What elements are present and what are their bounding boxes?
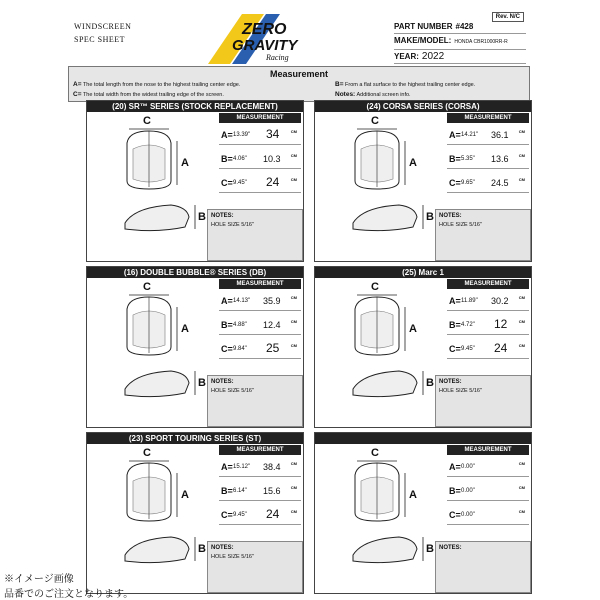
dimension-c-label: C bbox=[371, 447, 379, 459]
measurement-row bbox=[219, 125, 301, 145]
cm-value: 15.6 bbox=[263, 486, 281, 496]
cm-unit: CM bbox=[518, 509, 525, 514]
cm-unit: CM bbox=[290, 461, 297, 466]
dimension-b-label: B bbox=[198, 543, 206, 555]
dimension-letter: B= bbox=[449, 486, 461, 496]
cm-unit: CM bbox=[290, 295, 297, 300]
series-panel bbox=[314, 100, 532, 262]
measurement-row bbox=[219, 173, 301, 193]
measurement-header: MEASUREMENT bbox=[447, 445, 529, 455]
dimension-a-label: A bbox=[409, 489, 417, 501]
notes-box bbox=[207, 375, 303, 427]
series-panel bbox=[86, 266, 304, 428]
notes-text: HOLE SIZE 5/16" bbox=[211, 388, 254, 394]
inch-value: 9.45" bbox=[461, 346, 475, 352]
make-model-value: HONDA CBR1000RR-R bbox=[454, 39, 508, 45]
logo-text-sub: Racing bbox=[266, 53, 289, 62]
measurement-header: MEASUREMENT bbox=[447, 279, 529, 289]
dimension-c-label: C bbox=[143, 447, 151, 459]
dimension-c-label: C bbox=[371, 115, 379, 127]
series-title: (20) SR™ SERIES (STOCK REPLACEMENT) bbox=[87, 101, 303, 112]
cm-unit: CM bbox=[290, 129, 297, 134]
cm-unit: CM bbox=[290, 177, 297, 182]
cm-unit: CM bbox=[290, 343, 297, 348]
footer-note-1: ※イメージ画像 bbox=[4, 574, 74, 585]
series-panel bbox=[314, 432, 532, 594]
inch-value: 9.45" bbox=[233, 180, 247, 186]
dimension-letter: B= bbox=[221, 320, 233, 330]
cm-unit: CM bbox=[518, 461, 525, 466]
legend-b: B= From a flat surface to the highest trailing center edge. bbox=[335, 81, 476, 88]
notes-label: NOTES: bbox=[211, 213, 234, 219]
legend-notes: Notes: Additional screen info. bbox=[335, 91, 411, 98]
spec-sheet bbox=[68, 8, 530, 570]
dimension-a-label: A bbox=[409, 323, 417, 335]
notes-box bbox=[435, 209, 531, 261]
series-panel bbox=[86, 432, 304, 594]
notes-label: NOTES: bbox=[439, 213, 462, 219]
dimension-c-label: C bbox=[143, 281, 151, 293]
year-value: 2022 bbox=[421, 51, 445, 62]
dimension-b-label: B bbox=[198, 211, 206, 223]
dimension-letter: A= bbox=[221, 130, 233, 140]
notes-text: HOLE SIZE 5/16" bbox=[439, 388, 482, 394]
dimension-c-label: C bbox=[371, 281, 379, 293]
series-title: (16) DOUBLE BUBBLE® SERIES (DB) bbox=[87, 267, 303, 278]
year-label: YEAR: bbox=[394, 52, 419, 61]
footer-note-2: 品番でのご注文となります。 bbox=[4, 589, 134, 600]
dimension-letter: B= bbox=[449, 154, 461, 164]
cm-unit: CM bbox=[518, 343, 525, 348]
measurement-header: MEASUREMENT bbox=[219, 445, 301, 455]
cm-unit: CM bbox=[290, 319, 297, 324]
cm-unit: CM bbox=[518, 295, 525, 300]
dimension-letter: A= bbox=[449, 130, 461, 140]
series-panel bbox=[314, 266, 532, 428]
inch-value: 4.72" bbox=[461, 322, 475, 328]
measurement-title: Measurement bbox=[269, 69, 329, 79]
notes-text: HOLE SIZE 5/16" bbox=[439, 222, 482, 228]
zero-gravity-logo bbox=[202, 12, 320, 66]
dimension-b-label: B bbox=[426, 211, 434, 223]
inch-value: 5.35" bbox=[461, 156, 475, 162]
cm-value: 34 bbox=[266, 127, 280, 141]
cm-value: 24 bbox=[494, 341, 508, 355]
dimension-letter: B= bbox=[221, 486, 233, 496]
measurement-row bbox=[219, 505, 301, 525]
measurement-header: MEASUREMENT bbox=[219, 279, 301, 289]
cm-unit: CM bbox=[518, 319, 525, 324]
notes-label: NOTES: bbox=[211, 379, 234, 385]
measurement-row bbox=[447, 481, 529, 501]
dimension-a-label: A bbox=[181, 489, 189, 501]
cm-value: 24.5 bbox=[491, 178, 509, 188]
dimension-letter: C= bbox=[221, 344, 233, 354]
logo-text-top: ZERO bbox=[242, 21, 287, 38]
measurement-row bbox=[447, 339, 529, 359]
notes-text: HOLE SIZE 5/16" bbox=[211, 222, 254, 228]
dimension-letter: C= bbox=[449, 344, 461, 354]
sheet-title bbox=[74, 20, 131, 46]
dimension-letter: A= bbox=[449, 462, 461, 472]
cm-value: 25 bbox=[266, 341, 280, 355]
dimension-a-label: A bbox=[181, 157, 189, 169]
part-number-label: PART NUMBER bbox=[394, 22, 453, 31]
notes-box bbox=[435, 541, 531, 593]
part-number-value: #428 bbox=[455, 22, 474, 31]
dimension-b-label: B bbox=[426, 377, 434, 389]
cm-value: 13.6 bbox=[491, 154, 509, 164]
cm-value: 36.1 bbox=[491, 130, 509, 140]
series-title: (23) SPORT TOURING SERIES (ST) bbox=[87, 433, 303, 444]
inch-value: 4.06" bbox=[233, 156, 247, 162]
measurement-row bbox=[219, 481, 301, 501]
revision-badge: Rev. N/C bbox=[492, 12, 524, 22]
series-title: (24) CORSA SERIES (CORSA) bbox=[315, 101, 531, 112]
dimension-letter: B= bbox=[449, 320, 461, 330]
measurement-row bbox=[447, 505, 529, 525]
legend-a: A= The total length from the nose to the highest trailing center edge. bbox=[73, 81, 241, 88]
dimension-letter: B= bbox=[221, 154, 233, 164]
measurement-row bbox=[447, 125, 529, 145]
cm-value: 12 bbox=[494, 317, 508, 331]
title-line-1: WINDSCREEN bbox=[74, 22, 132, 31]
dimension-a-label: A bbox=[409, 157, 417, 169]
inch-value: 4.88" bbox=[233, 322, 247, 328]
title-line-2: SPEC SHEET bbox=[74, 35, 126, 44]
measurement-row bbox=[447, 173, 529, 193]
measurement-row bbox=[447, 457, 529, 477]
notes-box bbox=[207, 209, 303, 261]
year-row bbox=[394, 50, 526, 64]
part-info bbox=[394, 20, 526, 64]
measurement-row bbox=[447, 291, 529, 311]
measurement-row bbox=[219, 315, 301, 335]
make-model-row bbox=[394, 34, 526, 50]
dimension-a-label: A bbox=[181, 323, 189, 335]
part-number-row bbox=[394, 20, 526, 34]
cm-value: 35.9 bbox=[263, 296, 281, 306]
series-title: (25) Marc 1 bbox=[315, 267, 531, 278]
measurement-row bbox=[219, 291, 301, 311]
dimension-letter: A= bbox=[221, 462, 233, 472]
inch-value: 14.13" bbox=[233, 298, 251, 304]
notes-label: NOTES: bbox=[211, 545, 234, 551]
inch-value: 11.89" bbox=[461, 298, 478, 304]
inch-value: 0.00" bbox=[461, 488, 475, 494]
measurement-row bbox=[219, 149, 301, 169]
dimension-letter: C= bbox=[449, 178, 461, 188]
inch-value: 6.14" bbox=[233, 488, 247, 494]
inch-value: 14.21" bbox=[461, 132, 479, 138]
cm-value: 24 bbox=[266, 507, 280, 521]
cm-unit: CM bbox=[290, 509, 297, 514]
measurement-header: MEASUREMENT bbox=[447, 113, 529, 123]
notes-label: NOTES: bbox=[439, 545, 462, 551]
inch-value: 9.45" bbox=[233, 512, 247, 518]
dimension-b-label: B bbox=[426, 543, 434, 555]
dimension-letter: A= bbox=[449, 296, 461, 306]
cm-unit: CM bbox=[518, 129, 525, 134]
measurement-row bbox=[447, 315, 529, 335]
inch-value: 9.65" bbox=[461, 180, 475, 186]
cm-unit: CM bbox=[518, 485, 525, 490]
notes-label: NOTES: bbox=[439, 379, 462, 385]
notes-box bbox=[207, 541, 303, 593]
dimension-letter: C= bbox=[449, 510, 461, 520]
measurement-row bbox=[447, 149, 529, 169]
cm-value: 30.2 bbox=[491, 296, 509, 306]
cm-unit: CM bbox=[518, 177, 525, 182]
measurement-header: MEASUREMENT bbox=[219, 113, 301, 123]
cm-value: 24 bbox=[266, 175, 280, 189]
notes-box bbox=[435, 375, 531, 427]
cm-value: 38.4 bbox=[263, 462, 281, 472]
notes-text: HOLE SIZE 5/16" bbox=[211, 554, 254, 560]
dimension-c-label: C bbox=[143, 115, 151, 127]
dimension-b-label: B bbox=[198, 377, 206, 389]
cm-unit: CM bbox=[290, 153, 297, 158]
dimension-letter: C= bbox=[221, 178, 233, 188]
inch-value: 15.12" bbox=[233, 464, 251, 470]
dimension-letter: A= bbox=[221, 296, 233, 306]
inch-value: 13.39" bbox=[233, 132, 251, 138]
cm-unit: CM bbox=[290, 485, 297, 490]
logo-text-mid: GRAVITY bbox=[232, 37, 298, 54]
cm-value: 10.3 bbox=[263, 154, 281, 164]
inch-value: 0.00" bbox=[461, 464, 475, 470]
make-model-label: MAKE/MODEL: bbox=[394, 36, 452, 45]
inch-value: 0.00" bbox=[461, 512, 475, 518]
measurement-row bbox=[219, 339, 301, 359]
legend-c: C= The total width from the widest trailing edge of the screen. bbox=[73, 91, 224, 98]
series-panel bbox=[86, 100, 304, 262]
inch-value: 9.84" bbox=[233, 346, 247, 352]
measurement-row bbox=[219, 457, 301, 477]
dimension-letter: C= bbox=[221, 510, 233, 520]
cm-value: 12.4 bbox=[263, 320, 281, 330]
cm-unit: CM bbox=[518, 153, 525, 158]
measurement-legend bbox=[68, 66, 530, 102]
